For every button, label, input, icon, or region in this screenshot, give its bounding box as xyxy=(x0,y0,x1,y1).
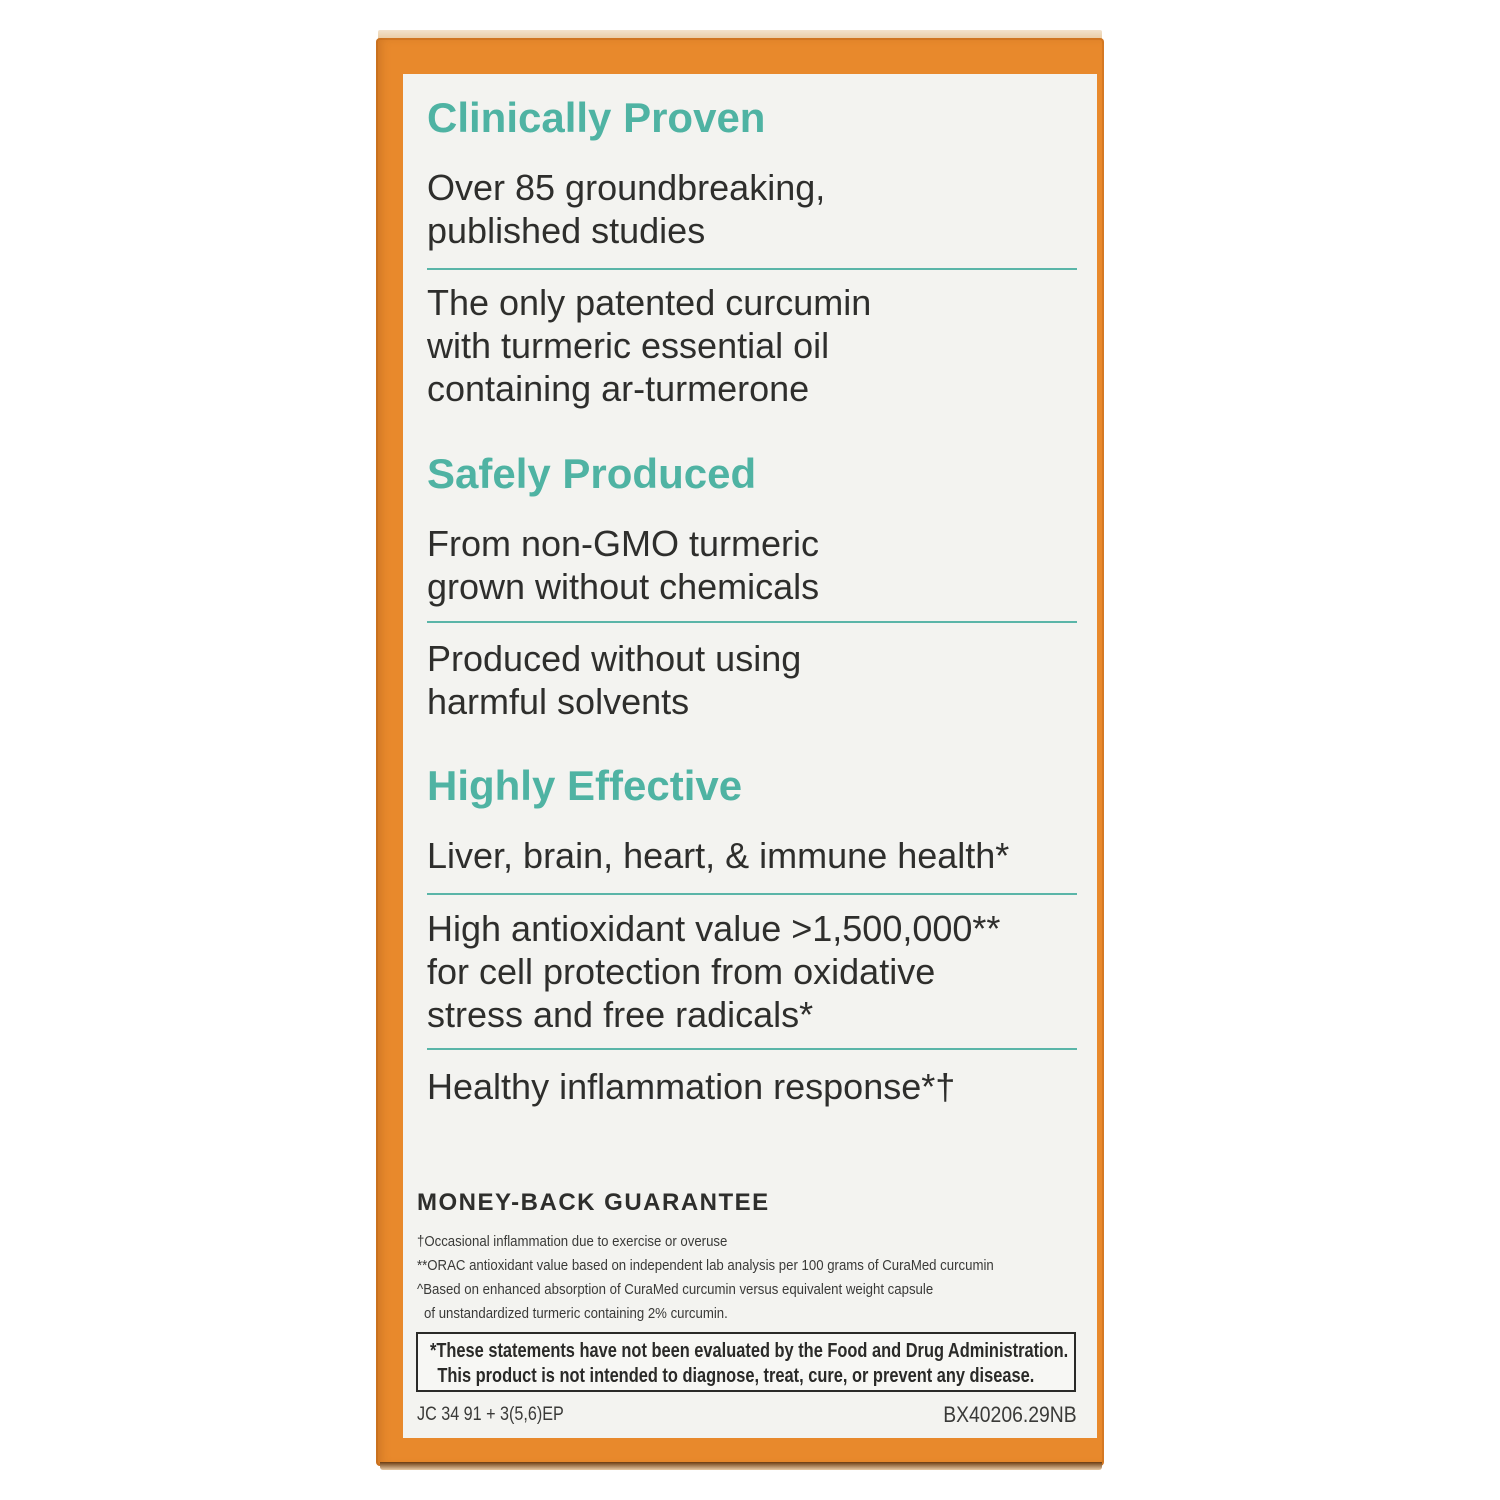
claim-item xyxy=(427,907,1107,1036)
claim-line: stress and free radicals* xyxy=(427,994,814,1035)
box-bottom-edge xyxy=(380,1462,1102,1470)
lot-code: JC 34 91 + 3(5,6)EP xyxy=(417,1404,564,1425)
claim-line: grown without chemicals xyxy=(427,566,820,607)
fda-disclaimer-text xyxy=(430,1339,1068,1389)
footnote: of unstandardized turmeric containing 2% curcumin. xyxy=(424,1305,728,1322)
claim-line: published studies xyxy=(427,210,706,251)
claim-item xyxy=(427,522,1107,608)
divider xyxy=(427,893,1077,895)
divider xyxy=(427,268,1077,270)
claim-item xyxy=(427,1065,1107,1108)
footnote: †Occasional inflammation due to exercise or overuse xyxy=(417,1233,728,1250)
section-heading-clinically-proven: Clinically Proven xyxy=(427,94,766,141)
claim-line: containing ar-turmerone xyxy=(427,368,810,409)
claim-line: for cell protection from oxidative xyxy=(427,951,936,992)
divider xyxy=(427,1048,1077,1050)
footnote: ^Based on enhanced absorption of CuraMed curcumin versus equivalent weight capsule xyxy=(417,1281,934,1298)
footnotes xyxy=(417,1230,1015,1326)
claim-line: High antioxidant value >1,500,000** xyxy=(427,908,1001,949)
claim-item xyxy=(427,281,1107,410)
box-code: BX40206.29NB xyxy=(943,1402,1077,1427)
claim-line: Liver, brain, heart, & immune health* xyxy=(427,835,1010,876)
claim-line: From non-GMO turmeric xyxy=(427,523,820,564)
claim-item xyxy=(427,166,1107,252)
claim-item xyxy=(427,637,1107,723)
money-back-guarantee: MONEY-BACK GUARANTEE xyxy=(417,1189,770,1216)
fda-disclaimer-box xyxy=(416,1332,1076,1392)
fda-disclaimer-line: This product is not intended to diagnose, treat, cure, or prevent any disease. xyxy=(437,1365,1035,1387)
claim-line: The only patented curcumin xyxy=(427,282,872,323)
claim-line: with turmeric essential oil xyxy=(427,325,830,366)
section-heading-highly-effective: Highly Effective xyxy=(427,762,743,809)
claim-item xyxy=(427,834,1107,877)
footnote: **ORAC antioxidant value based on independent lab analysis per 100 grams of CuraMed curcumin xyxy=(417,1257,994,1274)
claim-line: Over 85 groundbreaking, xyxy=(427,167,826,208)
claim-line: harmful solvents xyxy=(427,681,690,722)
label-panel xyxy=(403,74,1097,1438)
fda-disclaimer-line: *These statements have not been evaluated by the Food and Drug Administration. xyxy=(430,1340,1069,1362)
claim-line: Produced without using xyxy=(427,638,802,679)
claim-line: Healthy inflammation response*† xyxy=(427,1066,956,1107)
divider xyxy=(427,621,1077,623)
product-box-back-panel xyxy=(376,38,1104,1466)
section-heading-safely-produced: Safely Produced xyxy=(427,450,757,497)
